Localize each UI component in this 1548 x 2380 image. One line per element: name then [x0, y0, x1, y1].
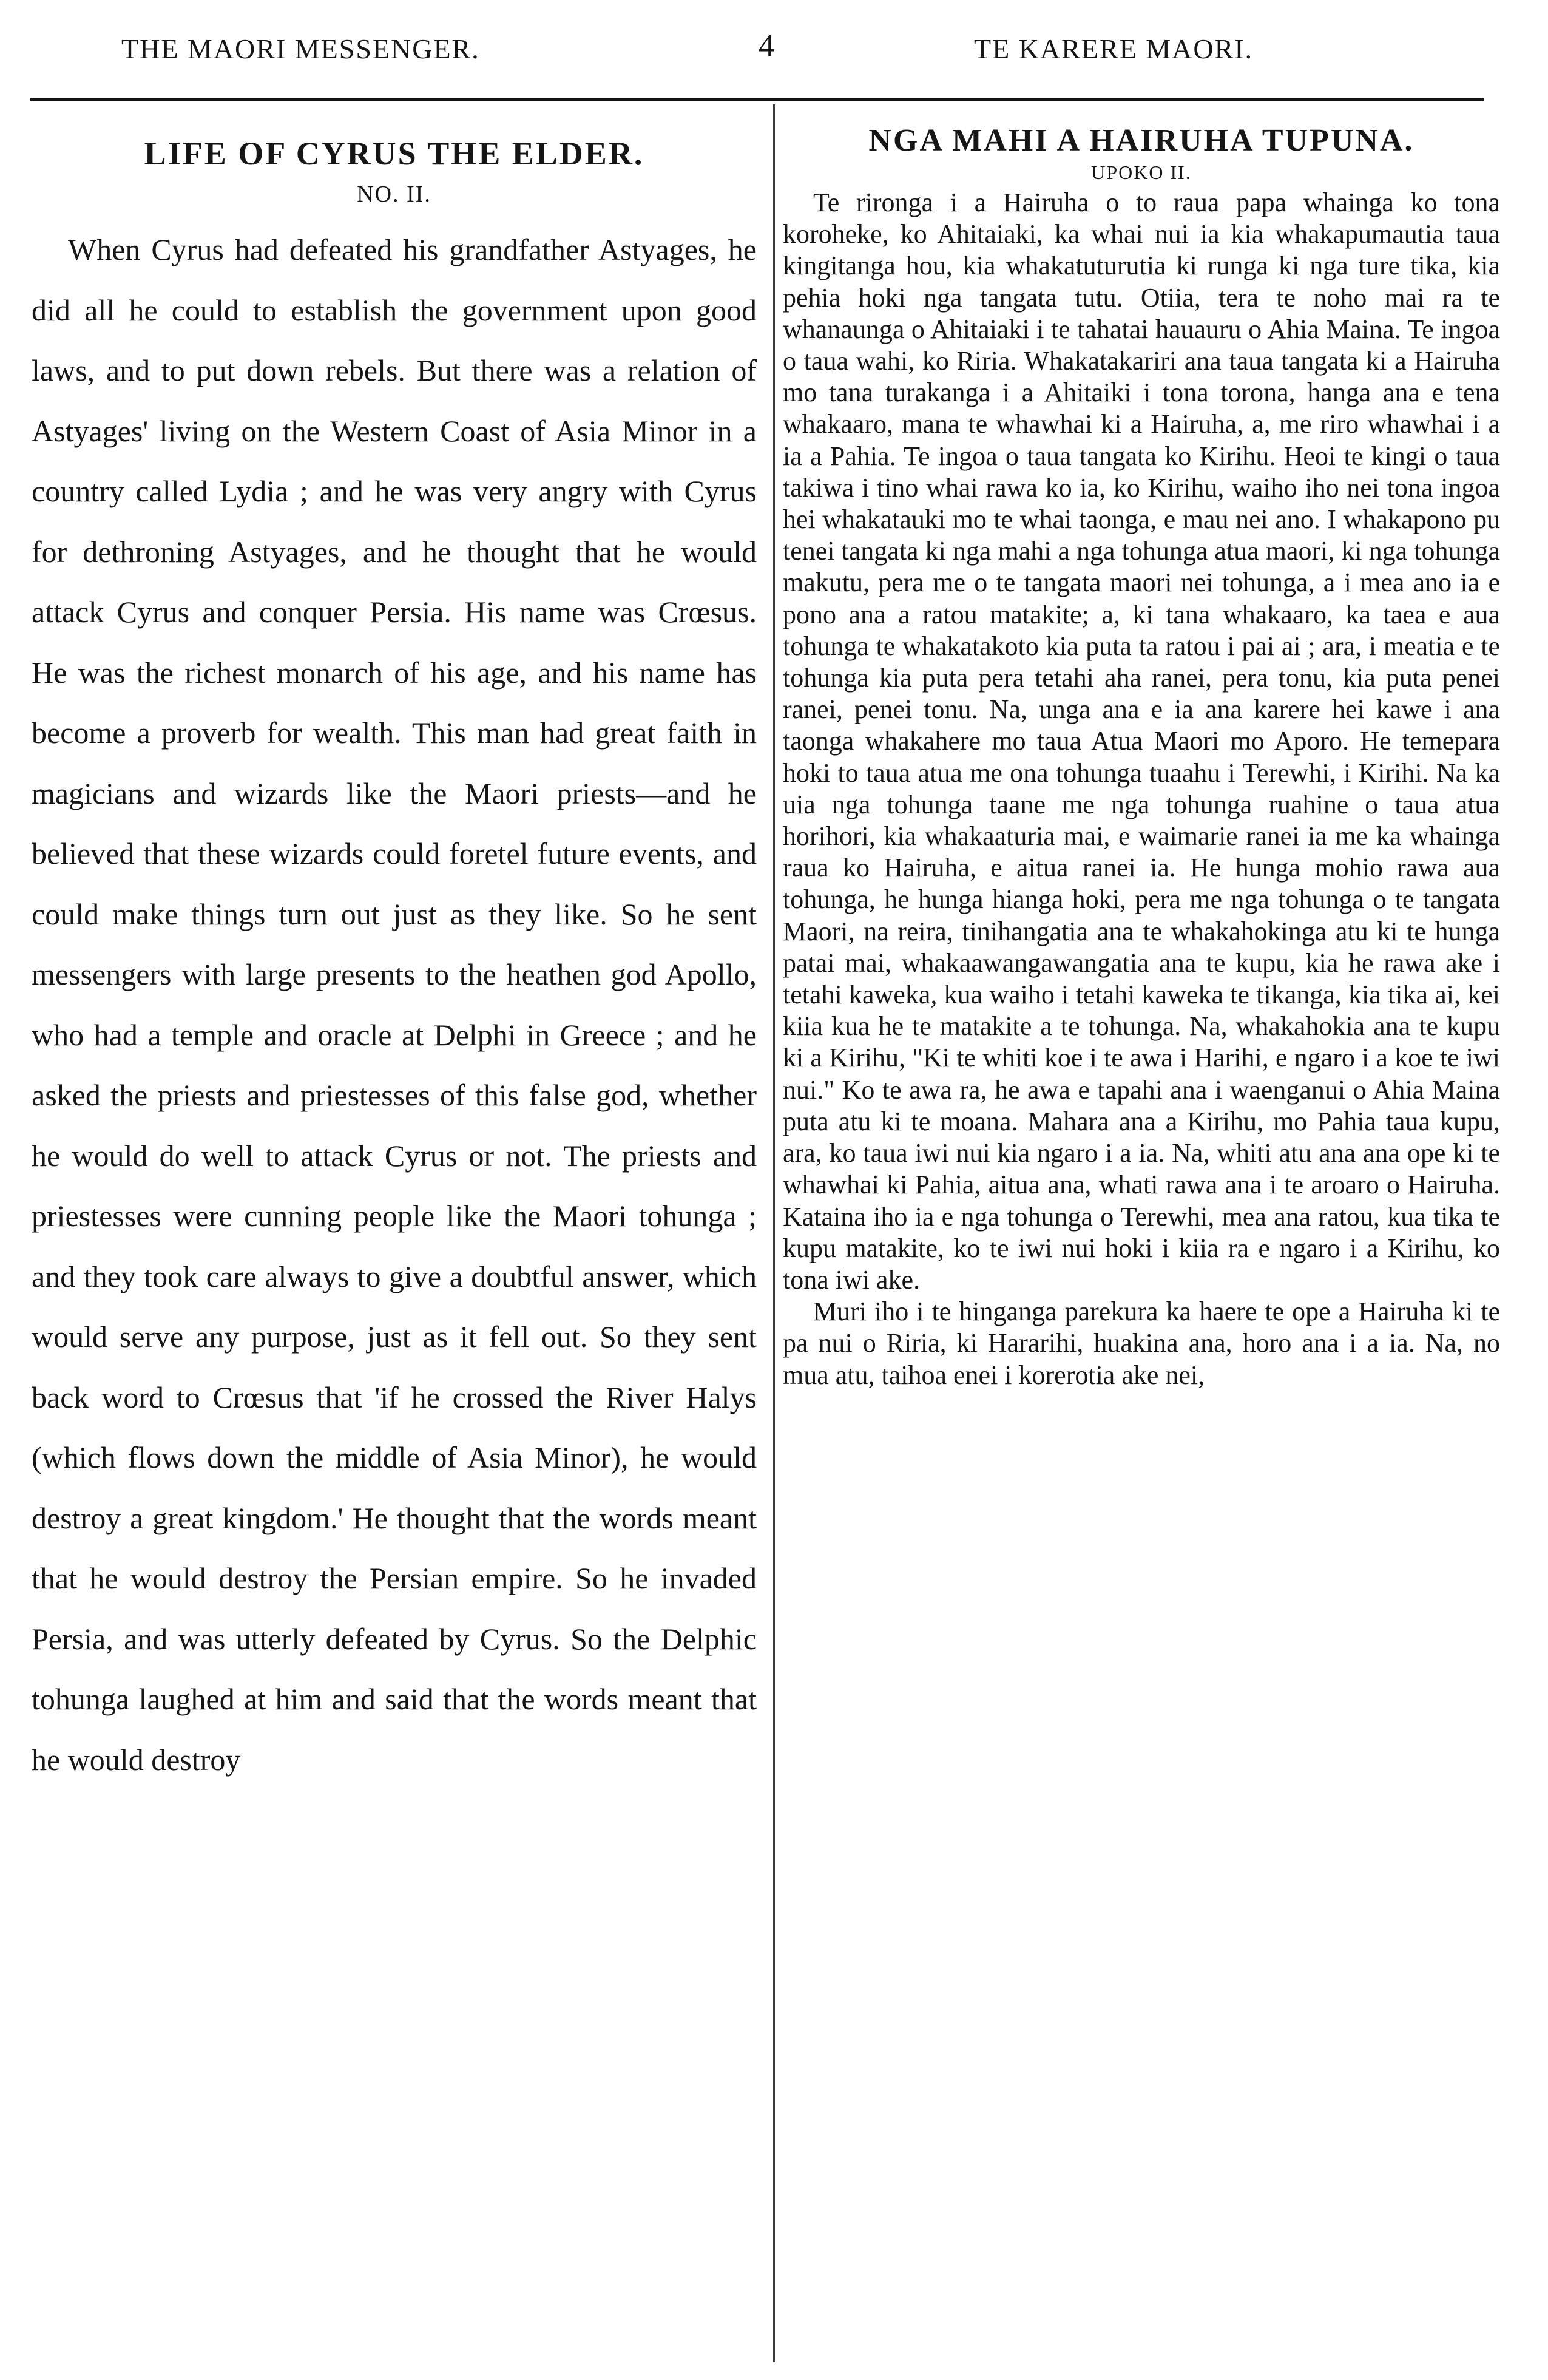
maori-article-number: UPOKO II. [1091, 161, 1192, 183]
page-number: 4 [759, 29, 776, 63]
english-article-number: NO. II. [357, 181, 431, 207]
english-paragraph: When Cyrus had defeated his grandfather Astyages, he did all he could to establish the government upon good laws, and to put down rebels. But there was a relation of Astyages' living on the Western Coast of Asia Minor in a country called Lydia ; and he was very angry with Cyrus for dethroning Astyages, and he thought that he would attack Cyrus and conquer Persia. His name was Crœsus. He was the richest monarch of his age, and his name has become a proverb for wealth. This man had great faith in magicians and wizards like the Maori priests—and he believed that these wizards could foretel future events, and could make things turn out just as they like. So he sent messengers with large presents to the heathen god Apollo, who had a temple and oracle at Delphi in Greece ; and he asked the priests and priestesses of this false god, whether he would do well to attack Cyrus or not. The priests and priestesses were cunning people like the Maori tohunga ; and they took care always to give a doubtful answer, which would serve any purpose, just as it fell out. So they sent back word to Crœsus that 'if he crossed the River Halys (which flows down the middle of Asia Minor), he would destroy a great kingdom.' He thought that the words meant that he would destroy the Persian empire. So he invaded Persia, and was utterly defeated by Cyrus. So the Delphic tohunga laughed at him and said that the words meant that he would destroy [32, 232, 757, 1777]
header-rule [30, 98, 1484, 101]
column-divider [773, 104, 775, 2362]
running-header [0, 24, 1548, 73]
english-article-title: LIFE OF CYRUS THE ELDER. [144, 135, 644, 172]
header-english-title: THE MAORI MESSENGER. [121, 33, 480, 64]
maori-paragraph: Muri iho i te hinganga parekura ka haere te ope a Hairuha ki te pa nui o Riria, ki Hararihi, huakina ana, horo ana i a ia. Na, no mua atu, taihoa enei i korerotia ake nei, [783, 1297, 1500, 1390]
english-column [32, 121, 757, 1790]
maori-paragraph: Te rironga i a Hairuha o to raua papa whainga ko tona koroheke, ko Ahitaiaki, ka whai nui ia kia whakapumautia taua kingitanga hou, kia whakatuturutia ki runga ki nga ture tika, kia pehia hoki nga tangata tutu. Otiia, tera te noho mai ra te whanaunga o Ahitaiaki i te tahatai hauauru o Ahia Maina. Te ingoa o taua wahi, ko Riria. Whakatakariri ana taua tangata ki a Hairuha mo tana turakanga i a Ahitaiki i tona torona, hanga ana e tena whakaaro, mana te whawhai ki a Hairuha, a, me riro whawhai i a ia a Pahia. Te ingoa o taua tangata ko Kirihu. Heoi te kingi o taua takiwa i tino whai rawa ko ia, ko Kirihu, waiho iho nei tona ingoa hei whakatauki mo te whai taonga, e mau nei ano. I whakapono pu tenei tangata ki nga mahi a nga tohunga atua maori, ki nga tohunga makutu, pera me o te tangata maori nei tohunga, a i mea ano ia e pono ana a ratou matakite; a, ki tana whakaaro, ka taea e aua tohunga te whakatakoto kia puta ta ratou i pai ai ; ara, i meatia e te tohunga kia puta pera tetahi aha ranei, pera tonu, kia puta penei ranei, penei tonu. Na, unga ana e ia ana karere hei kawe i ana taonga whakahere mo taua Atua Maori mo Aporo. He temepara hoki to taua atua me ona tohunga tuaahu i Terewhi, i Kirihi. Na ka uia nga tohunga taane me nga tohunga ruahine o taua atua horihori, kia whakaaturia mai, e waimarie ranei ia me ka whainga raua ko Hairuha, e aitua ranei ia. He hunga mohio rawa aua tohunga, he hunga hianga hoki, pera me nga tohunga o te tangata Maori, na reira, tinihangatia ana te whakahokinga atu ki te hunga patai mai, whakaawangawangatia ana te kupu, kia he rawa ake i tetahi kaweka, kua waiho i tetahi kaweka te tikanga, kia tika ai, kei kiia kua he te matakite a te tohunga. Na, whakahokia ana te kupu ki a Kirihu, "Ki te whiti koe i te awa i Harihi, e ngaro i a koe te iwi nui." Ko te awa ra, he awa e tapahi ana i waenganui o Ahia Maina puta atu ki te moana. Mahara ana a Kirihu, mo Pahia taua kupu, ara, ko taua iwi nui kia ngaro i a ia. Na, whiti atu ana ana ope ki te whawhai ki Pahia, aitua ana, whati rawa ana i te aroaro o Hairuha. Kataina iho ia e nga tohunga o Terewhi, mea ana ratou, kua tika te kupu matakite, ko te iwi nui hoki i kiia ra e ngaro i a Kirihu, ko tona iwi ake. [783, 188, 1500, 1295]
header-maori-title: TE KARERE MAORI. [974, 33, 1254, 64]
maori-article-title: NGA MAHI A HAIRUHA TUPUNA. [868, 123, 1414, 158]
maori-column [783, 121, 1500, 1391]
